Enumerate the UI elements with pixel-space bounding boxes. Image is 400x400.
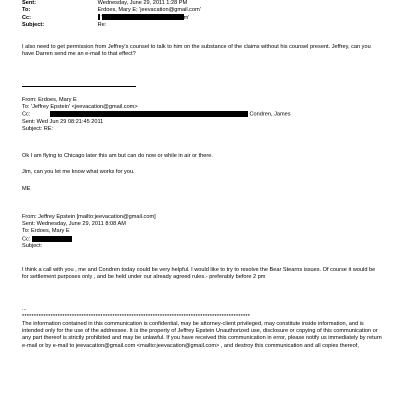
orig-sent: Sent: Wednesday, June 29, 2011 8:08 AM <box>22 221 126 228</box>
to-label: To: <box>22 7 31 14</box>
quoted-cc-suffix: Condren, James <box>249 111 291 118</box>
quoted-subject: Subject: RE: <box>22 125 54 132</box>
top-email-header <box>22 0 382 29</box>
quoted-body-1b <box>22 169 382 176</box>
cc-suffix: m' <box>183 14 190 21</box>
to-row <box>22 7 382 14</box>
redaction-bar <box>32 236 72 242</box>
quoted-to: To: 'Jeffrey Epstein' <jeevacation@gmail.com> <box>22 104 138 111</box>
cc-label: Cc: <box>22 14 32 21</box>
orig-to: To: Erdoes, Mary E <box>22 228 70 235</box>
disclaimer-text: The information contained in this communication is confidential, may be attorney-client privileged, may constitute inside information, and is intended only for the use of the addressee. It is the property of Jeffrey Epstein Unauthorized use, disclosure or copying of this communication or any part thereof is strictly prohibited and may be unlawful. If you have received this communication in error, please notify us immediately by return e-mail or by e-mail to jeevacation@gmail.com <mailto:jeevacation@gmail.com> , and destroy this communication and all copies thereof, <box>22 321 382 349</box>
quoted-signature: ME <box>22 186 31 192</box>
ellipsis-block <box>22 306 382 313</box>
quoted-from: From: Erdoes, Mary E <box>22 97 77 103</box>
stars-line: ************************************************************************************************ <box>22 314 251 320</box>
orig-from: From: Jeffrey Epstein [mailto:jeevacation@gmail.com] <box>22 214 156 220</box>
reply-separator-line <box>22 86 136 87</box>
redaction-bar <box>102 14 184 20</box>
orig-cc <box>22 236 382 243</box>
sent-value: Wednesday, June 29, 2011 1:28 PM <box>97 0 188 6</box>
quoted-header-2 <box>22 214 382 250</box>
top-message-body <box>22 44 382 58</box>
top-message-text: I also need to get permission from Jeffrey's counsel to talk to him on the substance of the claims without his counsel present. Jeffrey, can you have Darren send me an e-mail to that effect? <box>22 44 371 58</box>
subject-value: Re: <box>97 21 107 28</box>
redaction-bar <box>50 111 248 117</box>
orig-cc-label: Cc: <box>22 236 31 243</box>
disclaimer-block <box>22 321 382 350</box>
quoted-header-1 <box>22 97 382 133</box>
original-message-text: I think a call with you , me and Condren today could be very helpful. I would like to try to resolve the Bear Stearns issues. Of course it would be for settlement purposes only , and be held under our already agreed rules.- preferably before 2 pm <box>22 267 376 281</box>
original-message-body <box>22 267 382 281</box>
quoted-cc-label: Cc: <box>22 111 31 118</box>
quoted-body-1 <box>22 153 382 160</box>
quoted-sent: Sent: Wed Jun 29 08:21:45 2011 <box>22 118 104 125</box>
quoted-body-line-2: Jim, can you let me know what works for you. <box>22 169 135 175</box>
subject-row <box>22 22 382 29</box>
sent-label: Sent: <box>22 0 36 6</box>
redaction-bar <box>98 14 100 20</box>
subject-label: Subject: <box>22 21 45 28</box>
to-value: Erdoes, Mary E; 'jeevacation@gmail.com' <box>97 7 201 14</box>
quoted-cc <box>22 111 382 118</box>
ellipsis: ... <box>22 306 27 312</box>
cc-row <box>22 14 382 21</box>
orig-subject: Subject: <box>22 242 43 249</box>
sent-row <box>22 0 382 7</box>
quoted-body-line-1: Ok I am flying to Chicago later this am but can do now or while in air or there. <box>22 153 213 159</box>
quoted-signature-block <box>22 186 382 193</box>
